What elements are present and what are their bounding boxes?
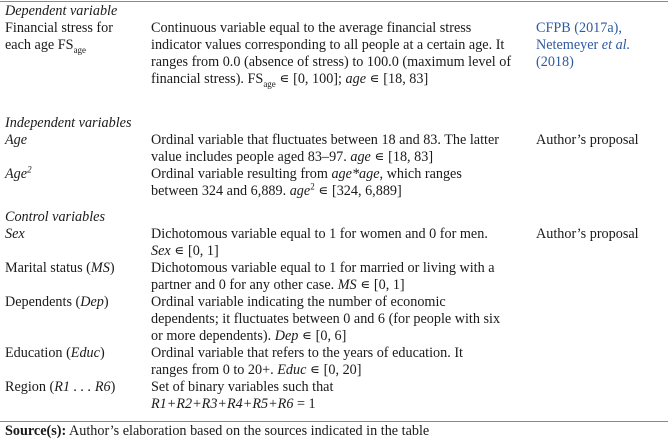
desc-line	[151, 328, 533, 345]
desc-text: ∊ [0, 6]	[298, 328, 347, 344]
section-control	[5, 209, 665, 413]
source-link[interactable]: (2018)	[536, 54, 574, 70]
desc-superscript: 2	[310, 181, 315, 192]
table-source-note	[5, 423, 429, 440]
desc-text: ∊ [18, 83]	[370, 149, 434, 165]
variable-name-sex: Sex	[5, 226, 25, 242]
name-italic: R1 . . . R6	[54, 379, 111, 395]
desc-italic: age	[350, 149, 371, 165]
variable-name-dependents	[5, 294, 147, 311]
row-dependents	[5, 294, 665, 345]
source-italic[interactable]: et al.	[601, 37, 631, 53]
variable-description-region	[151, 379, 533, 413]
source-note-label: Source(s):	[5, 423, 67, 439]
desc-text: ∊ [18, 83]	[366, 71, 429, 87]
desc-line: ranges from 0.0 (absence of stress) to 100.0 (maximum level of	[151, 54, 512, 70]
row-age	[5, 132, 665, 166]
row-education	[5, 345, 665, 379]
name-text: Marital status (	[5, 260, 91, 276]
name-text: Dependents (	[5, 294, 81, 310]
variable-name-education	[5, 345, 147, 362]
desc-line	[151, 243, 533, 260]
variable-description-age	[151, 132, 533, 166]
name-text: each age FS	[5, 37, 74, 53]
desc-line	[151, 183, 533, 200]
desc-line: Ordinal variable that fluctuates between 18 and 83. The latter	[151, 132, 499, 148]
desc-line: Dichotomous variable equal to 1 for married or living with a	[151, 260, 495, 276]
desc-text: ∊ [324, 6,889]	[314, 183, 402, 199]
variable-name-marital-status	[5, 260, 147, 277]
table-bottom-rule	[0, 421, 668, 422]
source-text[interactable]: Netemeyer	[536, 37, 602, 53]
desc-subscript: age	[263, 78, 276, 89]
row-sex	[5, 226, 665, 260]
desc-text: or more dependents).	[151, 328, 275, 344]
variable-description-financial-stress	[151, 20, 533, 88]
name-text: )	[109, 260, 115, 276]
desc-text: partner and 0 for any other case.	[151, 277, 338, 293]
desc-text: ranges from 0 to 20+.	[151, 362, 278, 378]
variable-description-marital-status	[151, 260, 533, 294]
desc-text: ∊ [0, 1]	[170, 243, 219, 259]
desc-text: ∊ [0, 1]	[356, 277, 405, 293]
name-text: Age	[5, 166, 28, 182]
desc-line: Dichotomous variable equal to 1 for women and 0 for men.	[151, 226, 488, 242]
section-title-dependent: Dependent variable	[5, 3, 118, 19]
name-superscript: 2	[27, 164, 32, 175]
name-italic: Educ	[70, 345, 100, 361]
section-dependent	[5, 3, 665, 89]
name-italic: Dep	[80, 294, 104, 310]
desc-italic: Educ	[277, 362, 307, 378]
name-line: Financial stress for	[5, 20, 113, 36]
desc-line: Ordinal variable indicating the number of economic	[151, 294, 446, 310]
desc-line	[151, 362, 533, 379]
desc-line	[151, 166, 533, 183]
name-text: Education (	[5, 345, 71, 361]
desc-line: dependents; it fluctuates between 0 and 6 (for people with six	[151, 311, 501, 327]
desc-line	[151, 277, 533, 294]
desc-text: financial stress). FS	[151, 71, 264, 87]
desc-italic: R1+R2+R3+R4+R5+R6	[151, 396, 294, 412]
desc-line: indicator values corresponding to all people at a certain age. It	[151, 37, 505, 53]
variable-name-financial-stress	[5, 20, 147, 54]
name-text: )	[103, 294, 109, 310]
table-top-rule	[0, 1, 668, 2]
variable-description-dependents	[151, 294, 533, 345]
name-italic: MS	[90, 260, 110, 276]
variable-description-sex	[151, 226, 533, 260]
desc-italic: Sex	[151, 243, 171, 259]
variable-name-region	[5, 379, 147, 396]
desc-text: value includes people aged 83–97.	[151, 149, 351, 165]
desc-line	[151, 71, 533, 88]
desc-text: Ordinal variable resulting from	[151, 166, 332, 182]
source-link[interactable]	[536, 37, 668, 54]
name-subscript: age	[73, 44, 87, 55]
desc-italic: age*age	[331, 166, 380, 182]
name-text: )	[110, 379, 116, 395]
desc-line: Continuous variable equal to the average financial stress	[151, 20, 472, 36]
variable-source-financial-stress[interactable]	[536, 20, 668, 71]
name-text: Region (	[5, 379, 55, 395]
desc-line: Set of binary variables such that	[151, 379, 334, 395]
desc-italic: age	[289, 183, 311, 199]
desc-text: = 1	[293, 396, 316, 412]
desc-line: Ordinal variable that refers to the years of education. It	[151, 345, 463, 361]
desc-text: between 324 and 6,889.	[151, 183, 290, 199]
desc-line	[151, 149, 533, 166]
source-link[interactable]: CFPB (2017a),	[536, 20, 622, 36]
section-title-control: Control variables	[5, 209, 105, 225]
variable-source-age: Author’s proposal	[536, 132, 639, 148]
variable-name-age: Age	[5, 132, 28, 148]
desc-text: , which ranges	[379, 166, 462, 182]
section-title-independent: Independent variables	[5, 115, 132, 131]
desc-italic: MS	[337, 277, 357, 293]
row-marital-status	[5, 260, 665, 294]
variable-description-education	[151, 345, 533, 379]
section-independent	[5, 115, 665, 199]
variable-source-sex: Author’s proposal	[536, 226, 639, 242]
row-region	[5, 379, 665, 413]
desc-italic: age	[345, 71, 366, 87]
variable-name-age-squared	[5, 166, 147, 183]
desc-line	[151, 396, 533, 413]
name-line	[5, 37, 147, 54]
name-text: )	[99, 345, 105, 361]
source-note-text: Author’s elaboration based on the sources indicated in the table	[66, 423, 430, 439]
variable-description-age-squared	[151, 166, 533, 200]
desc-text: ∊ [0, 100];	[275, 71, 346, 87]
desc-text: ∊ [0, 20]	[306, 362, 362, 378]
desc-italic: Dep	[274, 328, 299, 344]
